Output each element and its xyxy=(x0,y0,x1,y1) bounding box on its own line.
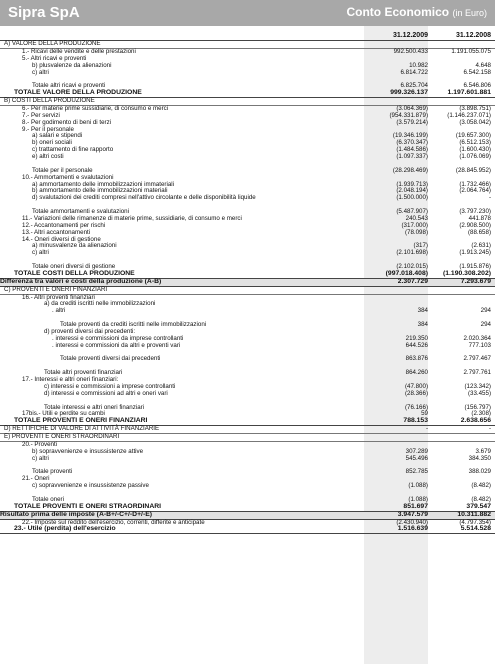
value-2008: 5.514.528 xyxy=(460,525,491,533)
row-label: a) ammortamento delle immobilizzazioni immateriali xyxy=(32,180,175,188)
value-2008: 7.293.679 xyxy=(460,277,491,285)
statement-row xyxy=(0,154,495,161)
statement-row xyxy=(0,70,495,77)
statement-row xyxy=(0,456,495,463)
value-2009: 307.289 xyxy=(405,447,428,455)
value-2009: (47.800) xyxy=(404,382,428,390)
statement-row xyxy=(0,195,495,202)
value-2008: (3.058.042) xyxy=(459,118,491,126)
value-2008: (1.915.876) xyxy=(459,263,491,270)
row-label: Totale oneri xyxy=(32,495,64,503)
row-label: c) sopravvenienze e insussistenze passive xyxy=(32,482,149,490)
income-statement-table xyxy=(0,31,495,534)
value-2008: (2.064.764) xyxy=(459,187,491,195)
value-2009: 852.785 xyxy=(405,468,428,476)
statement-row xyxy=(0,434,495,442)
row-label: c) altri xyxy=(32,249,49,257)
value-2008: 4.648 xyxy=(475,61,491,69)
value-2009: (997.018.408) xyxy=(385,269,428,277)
value-2009: 644.526 xyxy=(405,341,428,349)
value-2008: (19.657.300) xyxy=(455,132,491,140)
row-label: Totale altri ricavi e proventi xyxy=(32,82,106,90)
row-label: B) COSTI DELLA PRODUZIONE xyxy=(4,97,95,104)
value-2008: (1.913.245) xyxy=(459,249,491,257)
company-name: Sipra SpA xyxy=(8,4,80,21)
statement-row xyxy=(0,250,495,257)
value-2009: (5.487.907) xyxy=(396,208,428,215)
row-label: TOTALE COSTI DELLA PRODUZIONE xyxy=(14,269,135,277)
value-2009: - xyxy=(425,425,428,433)
row-label: b) plusvalenze da alienazioni xyxy=(32,61,112,69)
value-2008: (4.797.354) xyxy=(459,518,491,526)
value-2009: (1.939.713) xyxy=(396,180,428,188)
row-label: c) interessi e commissioni a imprese controllanti xyxy=(44,382,176,390)
row-label: c) altri xyxy=(32,68,49,76)
value-2009: (2.102.015) xyxy=(396,263,428,270)
row-label: 12.- Accantonamenti per rischi xyxy=(22,221,106,229)
row-label: Totale proventi xyxy=(32,468,73,476)
value-2009: 1.516.639 xyxy=(397,525,428,533)
statement-row xyxy=(0,483,495,490)
row-label: 6.- Per materie prime sussidiarie, di consumo e merci xyxy=(22,104,169,112)
row-label: . interessi e commissioni da imprese controllanti xyxy=(52,334,184,342)
value-2009: 31.12.2009 xyxy=(392,32,428,39)
value-2008: 384.350 xyxy=(468,454,491,462)
value-2009: (1.500.000) xyxy=(396,194,428,202)
row-label: E) PROVENTI E ONERI STRAORDINARI xyxy=(4,433,120,440)
row-label: Totale oneri diversi di gestione xyxy=(32,263,116,270)
statement-row xyxy=(0,391,495,398)
value-2008: 388.029 xyxy=(468,468,491,476)
row-label: b) sopravvenienze e insussistenze attive xyxy=(32,447,144,455)
value-2009: (2.430.940) xyxy=(396,518,428,526)
row-label: b) oneri sociali xyxy=(32,139,72,147)
value-2008: (1.146.237.071) xyxy=(447,111,491,119)
value-2008: 3.679 xyxy=(475,447,491,455)
row-label: Differenza tra valori e costi della produzione (A-B) xyxy=(0,277,162,285)
value-2008: 2.638.656 xyxy=(460,417,491,425)
row-label: a) minusvalenze da alienazioni xyxy=(32,242,117,250)
value-2008: 441.878 xyxy=(468,214,491,222)
value-2008: (156.797) xyxy=(464,403,491,411)
statement-row xyxy=(0,469,495,476)
row-label: 17.- Interessi e altri oneri finanziari: xyxy=(22,376,119,383)
row-label: Totale interessi e altri oneri finanziari xyxy=(44,403,145,411)
value-2008: - xyxy=(488,194,491,202)
value-2009: (2.048.194) xyxy=(396,187,428,195)
value-2009: (954.331.879) xyxy=(389,111,428,119)
value-2008: 2.797.761 xyxy=(463,369,491,377)
value-2009: 999.326.137 xyxy=(390,89,428,97)
value-2009: 545.496 xyxy=(405,454,428,462)
value-2009: 863.876 xyxy=(405,355,428,363)
value-2009: (1.484.586) xyxy=(396,146,428,154)
value-2009: (6.370.347) xyxy=(396,139,428,147)
value-2008: 2.797.467 xyxy=(463,355,491,363)
value-2008: (2.908.500) xyxy=(459,221,491,229)
row-label: Totale ammortamenti e svalutazioni xyxy=(32,208,129,215)
row-label: TOTALE VALORE DELLA PRODUZIONE xyxy=(14,89,142,97)
row-label: Totale proventi diversi dai precedenti xyxy=(60,355,161,363)
row-label: a) da crediti iscritti nelle immobilizzazioni xyxy=(44,300,156,308)
value-2009: 788.153 xyxy=(403,417,428,425)
statement-name: Conto Economico xyxy=(346,5,450,19)
value-2008: (6.512.153) xyxy=(459,139,491,147)
value-2008: (1.600.430) xyxy=(459,146,491,154)
statement-row xyxy=(0,343,495,350)
row-label: d) interessi e commissioni ad altri e oneri vari xyxy=(44,389,168,397)
value-2008: 1.197.601.881 xyxy=(447,89,491,97)
value-2009: 992.500.433 xyxy=(393,47,428,55)
value-2008: 6.542.158 xyxy=(463,68,491,76)
row-label: 1.- Ricavi delle vendite e delle prestazioni xyxy=(22,47,136,55)
row-label: 13.- Altri accantonamenti xyxy=(22,228,91,236)
value-2009: 6.814.722 xyxy=(400,68,428,76)
value-2008: 10.311.882 xyxy=(457,510,491,518)
value-2008: (123.342) xyxy=(464,382,491,390)
value-2009: (3.579.214) xyxy=(396,118,428,126)
value-2009: (317) xyxy=(413,242,428,250)
value-2008: (3.898.751) xyxy=(459,104,491,112)
value-2008: 6.546.806 xyxy=(463,82,491,90)
value-2008: (8.482) xyxy=(471,495,491,503)
row-label: Totale proventi da crediti iscritti nelle immobilizzazioni xyxy=(60,321,207,328)
row-label: Totale altri proventi finanziari xyxy=(44,369,123,377)
statement-row xyxy=(0,308,495,315)
value-2009: (2.101.698) xyxy=(396,249,428,257)
value-2009: (3.064.369) xyxy=(396,104,428,112)
row-label: b) ammortamento delle immobilizzazioni materiali xyxy=(32,187,168,195)
row-label: C) PROVENTI E ONERI FINANZIARI xyxy=(4,285,108,293)
statement-row xyxy=(0,120,495,127)
value-2008: (1.076.069) xyxy=(459,153,491,160)
row-label: 22.- Imposte sul reddito dell'esercizio, correnti, differite e anticipate xyxy=(22,518,205,526)
row-label: 21.- Oneri xyxy=(22,475,50,483)
row-label: . interessi e commissioni da altri e proventi vari xyxy=(52,341,181,349)
value-2009: (1.088) xyxy=(408,482,428,490)
row-label: c) trattamento di fine rapporto xyxy=(32,146,114,154)
value-2008: (8.482) xyxy=(471,482,491,490)
value-2008: (28.845.952) xyxy=(455,166,491,174)
statement-row xyxy=(0,356,495,363)
row-label: 10.- Ammortamenti e svalutazioni xyxy=(22,173,114,181)
row-label: e) altri costi xyxy=(32,153,64,160)
currency-unit: (in Euro) xyxy=(452,8,487,18)
row-label: TOTALE PROVENTI E ONERI FINANZIARI xyxy=(14,417,148,425)
value-2009: 6.825.704 xyxy=(400,82,428,90)
row-label: A) VALORE DELLA PRODUZIONE xyxy=(4,40,101,47)
statement-row xyxy=(0,526,495,534)
value-2009: 240.543 xyxy=(405,214,428,222)
value-2008: (2.308) xyxy=(471,410,491,418)
value-2009: 864.260 xyxy=(405,369,428,377)
row-label: a) salari e stipendi xyxy=(32,132,83,140)
value-2009: (28.298.469) xyxy=(392,166,428,174)
value-2009: (78.098) xyxy=(404,228,428,236)
value-2008: (2.631) xyxy=(471,242,491,250)
value-2009: 384 xyxy=(417,307,428,315)
value-2009: 384 xyxy=(417,321,428,328)
value-2008: (33.455) xyxy=(467,389,491,397)
row-label: D) RETTIFICHE DI VALORE DI ATTIVITÀ FINANZIARIE xyxy=(4,425,160,433)
value-2009: (1.097.337) xyxy=(396,153,428,160)
row-label: TOTALE PROVENTI E ONERI STRAORDINARI xyxy=(14,502,162,510)
value-2009: 3.947.579 xyxy=(397,510,428,518)
row-label: 20.- Proventi xyxy=(22,440,58,448)
value-2009: 2.307.729 xyxy=(397,277,428,285)
row-label: 9.- Per il personale xyxy=(22,125,74,133)
value-2008: 379.547 xyxy=(466,502,491,510)
value-2008: 31.12.2008 xyxy=(455,32,491,39)
row-label: Totale per il personale xyxy=(32,166,93,174)
value-2009: 851.697 xyxy=(403,502,428,510)
row-label: d) proventi diversi dai precedenti: xyxy=(44,327,136,335)
row-label: 14.- Oneri diversi di gestione xyxy=(22,235,101,243)
row-label: 17bis.- Utili e perdite su cambi xyxy=(22,410,105,418)
value-2008: 294 xyxy=(480,307,491,315)
row-label: 23.- Utile (perdita) dell'esercizio xyxy=(14,525,116,533)
value-2009: (28.366) xyxy=(404,389,428,397)
row-label: 5.- Altri ricavi e proventi xyxy=(22,54,87,62)
value-2008: 777.103 xyxy=(468,341,491,349)
value-2009: 10.982 xyxy=(409,61,428,69)
value-2009: (76.166) xyxy=(404,403,428,411)
value-2009: (1.088) xyxy=(408,495,428,503)
value-2008: 2.020.364 xyxy=(463,334,491,342)
value-2009: (19.346.199) xyxy=(392,132,428,140)
value-2009: 219.350 xyxy=(405,334,428,342)
row-label: d) svalutazioni dei crediti compresi nell'attivo circolante e delle disponibilità liquide xyxy=(32,194,256,202)
row-label: . altri xyxy=(52,307,66,315)
value-2008: (88.658) xyxy=(467,228,491,236)
value-2008: 1.191.055.075 xyxy=(451,47,491,55)
row-label: 11.- Variazioni delle rimanenze di materie prime, sussidiarie, di consumo e merci xyxy=(22,214,242,222)
statement-title xyxy=(346,5,487,19)
row-label: Risultato prima delle imposte (A-B+/-C+/-D+/-E) xyxy=(0,510,153,518)
value-2009: (317.000) xyxy=(401,221,428,229)
value-2008: (3.797.230) xyxy=(459,208,491,215)
value-2009: 59 xyxy=(421,410,428,418)
row-label: 16.- Altri proventi finanziari xyxy=(22,293,95,301)
value-2008: 294 xyxy=(480,321,491,328)
row-label: 7.- Per servizi xyxy=(22,111,60,119)
row-label: c) altri xyxy=(32,454,49,462)
report-header xyxy=(0,0,495,26)
row-label: 8.- Per godimento di beni di terzi xyxy=(22,118,112,126)
value-2008: (1.190.308.202) xyxy=(443,269,491,277)
value-2008: - xyxy=(488,425,491,433)
value-2008: (1.732.466) xyxy=(459,180,491,188)
